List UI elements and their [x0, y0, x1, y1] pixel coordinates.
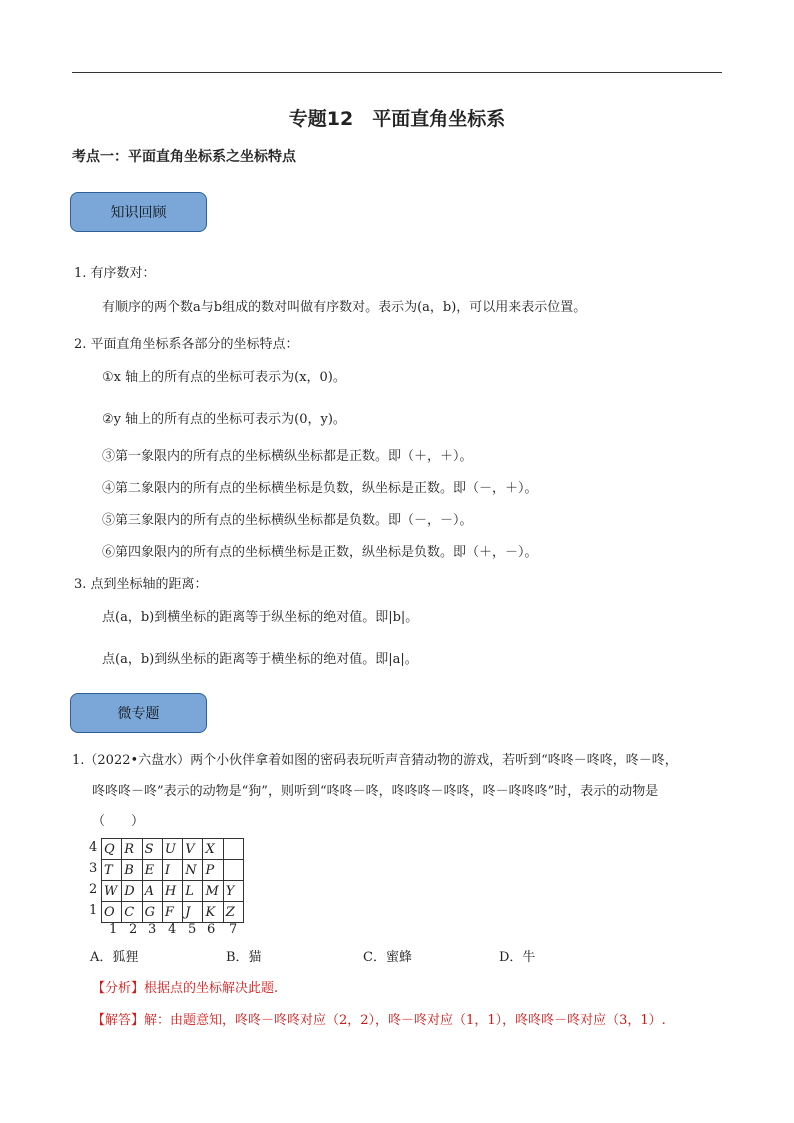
answer — [92, 1009, 666, 1028]
tag-knowledge-review: 知识回顾 — [70, 192, 207, 232]
grid-cell: J — [183, 902, 203, 923]
knowledge-subitem-4: ④第二象限内的所有点的坐标横坐标是负数，纵坐标是正数。即（－，＋）。 — [102, 481, 538, 496]
analysis-tag: 【分析】 — [92, 981, 145, 996]
grid-cell: T — [102, 860, 122, 881]
grid-cell: D — [122, 881, 142, 902]
grid-row — [102, 860, 244, 881]
analysis-text: 根据点的坐标解决此题. — [144, 981, 279, 996]
grid-x-label: 2 — [129, 922, 138, 937]
grid-row — [102, 902, 244, 923]
knowledge-subitem-6: ⑥第四象限内的所有点的坐标横坐标是正数，纵坐标是负数。即（＋，－）。 — [102, 545, 538, 560]
grid-cell: L — [183, 881, 203, 902]
grid-cell: A — [142, 881, 162, 902]
knowledge-subitem-2: ②y 轴上的所有点的坐标可表示为(0，y)。 — [102, 412, 346, 427]
question-line-1: 1.（2022•六盘水）两个小伙伴拿着如图的密码表玩听声音猜动物的游戏，若听到“咚咚－咚咚，咚－咚， — [72, 753, 678, 768]
distance-rule-2: 点(a，b)到纵坐标的距离等于横坐标的绝对值。即|a|。 — [102, 652, 418, 667]
answer-text: 解：由题意知，咚咚－咚咚对应（2，2），咚－咚对应（1，1），咚咚咚－咚对应（3，1）. — [144, 1013, 666, 1028]
question-line-2: 咚咚咚－咚”表示的动物是“狗”，则听到“咚咚－咚，咚咚咚－咚咚，咚－咚咚咚”时，表示的动物是 — [92, 784, 659, 799]
grid-cell: E — [142, 860, 162, 881]
grid-cell: U — [162, 839, 182, 860]
header-rule — [72, 72, 722, 73]
grid-cell: H — [162, 881, 182, 902]
grid-cell: B — [122, 860, 142, 881]
grid-cell: Z — [223, 902, 243, 923]
cipher-grid — [101, 838, 244, 923]
grid-row — [102, 839, 244, 860]
answer-tag: 【解答】 — [92, 1013, 145, 1028]
knowledge-item-3-heading: 3. 点到坐标轴的距离： — [74, 577, 208, 592]
page-title: 专题12 平面直角坐标系 — [288, 108, 506, 130]
knowledge-subitem-1: ①x 轴上的所有点的坐标可表示为(x，0)。 — [102, 370, 346, 385]
grid-cell: N — [183, 860, 203, 881]
grid-cell — [223, 860, 243, 881]
grid-cell: X — [203, 839, 223, 860]
grid-cell: R — [122, 839, 142, 860]
grid-cell: P — [203, 860, 223, 881]
option-d: D．牛 — [499, 950, 536, 965]
grid-x-label: 3 — [148, 922, 157, 937]
grid-x-label: 5 — [188, 922, 197, 937]
knowledge-subitem-5: ⑤第三象限内的所有点的坐标横纵坐标都是负数。即（－，－）。 — [102, 513, 473, 528]
grid-x-label: 6 — [207, 922, 216, 937]
grid-x-label: 7 — [229, 922, 238, 937]
option-c: C．蜜蜂 — [363, 950, 412, 965]
knowledge-item-2-heading: 2. 平面直角坐标系各部分的坐标特点： — [74, 337, 299, 352]
grid-cell: G — [142, 902, 162, 923]
grid-y-label: 2 — [89, 882, 98, 897]
question-blank: （ ） — [92, 814, 145, 829]
grid-row — [102, 881, 244, 902]
grid-x-label: 4 — [168, 922, 177, 937]
grid-y-label: 3 — [89, 861, 98, 876]
grid-cell: W — [102, 881, 122, 902]
knowledge-subitem-3: ③第一象限内的所有点的坐标横纵坐标都是正数。即（＋，＋）。 — [102, 449, 473, 464]
distance-rule-1: 点(a，b)到横坐标的距离等于纵坐标的绝对值。即|b|。 — [102, 610, 419, 625]
grid-cell: M — [203, 881, 223, 902]
grid-y-label: 4 — [89, 840, 98, 855]
grid-cell: I — [162, 860, 182, 881]
grid-x-label: 1 — [109, 922, 118, 937]
knowledge-item-1-heading: 1. 有序数对： — [74, 266, 156, 281]
grid-cell: Q — [102, 839, 122, 860]
tag-micro-topic: 微专题 — [70, 693, 207, 733]
grid-cell: Y — [223, 881, 243, 902]
option-a: A．狐狸 — [90, 950, 139, 965]
grid-cell: V — [183, 839, 203, 860]
section-heading: 考点一：平面直角坐标系之坐标特点 — [72, 149, 296, 165]
grid-cell: S — [142, 839, 162, 860]
grid-cell: C — [122, 902, 142, 923]
knowledge-item-1-body: 有顺序的两个数a与b组成的数对叫做有序数对。表示为(a，b)，可以用来表示位置。 — [102, 300, 587, 315]
grid-cell — [223, 839, 243, 860]
grid-y-label: 1 — [89, 903, 98, 918]
grid-cell: O — [102, 902, 122, 923]
option-b: B．猫 — [226, 950, 262, 965]
analysis — [92, 977, 278, 996]
grid-cell: K — [203, 902, 223, 923]
grid-cell: F — [162, 902, 182, 923]
